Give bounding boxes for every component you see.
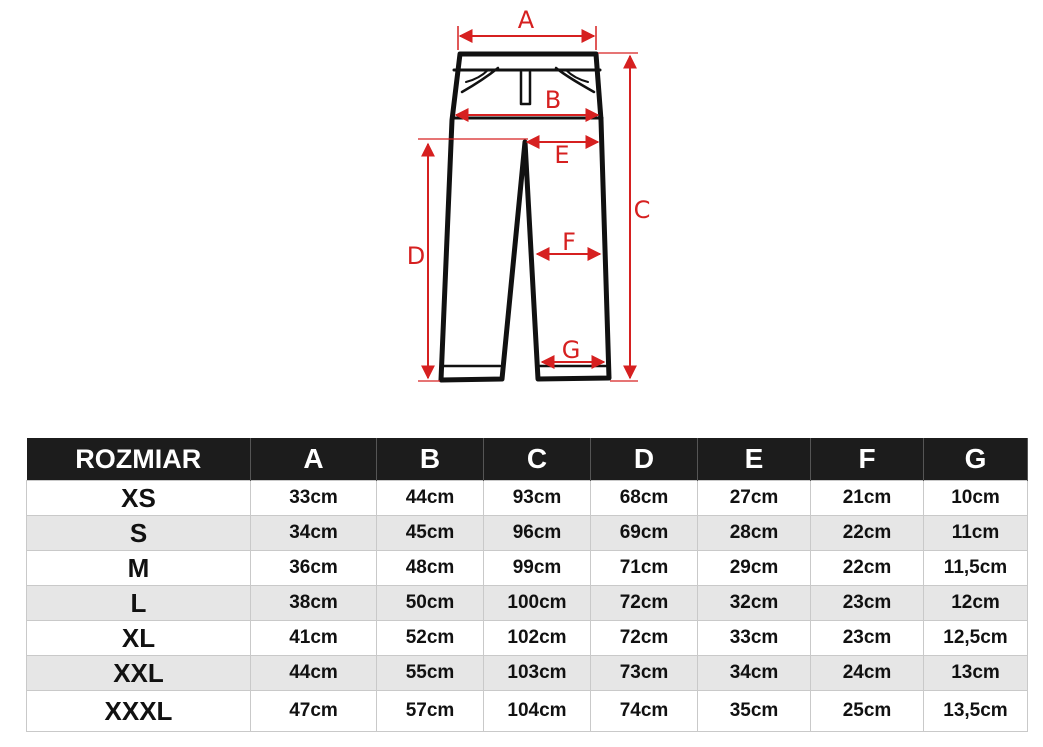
value-cell: 10cm bbox=[924, 481, 1028, 516]
table-row bbox=[27, 656, 1028, 691]
value-cell: 45cm bbox=[377, 516, 484, 551]
value-cell: 33cm bbox=[698, 621, 811, 656]
value-cell: 22cm bbox=[811, 551, 924, 586]
value-cell: 73cm bbox=[591, 656, 698, 691]
size-cell: XS bbox=[27, 481, 251, 516]
value-cell: 52cm bbox=[377, 621, 484, 656]
label-c: C bbox=[633, 196, 651, 224]
value-cell: 50cm bbox=[377, 586, 484, 621]
value-cell: 96cm bbox=[484, 516, 591, 551]
value-cell: 34cm bbox=[251, 516, 377, 551]
table-row bbox=[27, 691, 1028, 732]
value-cell: 25cm bbox=[811, 691, 924, 732]
value-cell: 36cm bbox=[251, 551, 377, 586]
size-cell: S bbox=[27, 516, 251, 551]
table-row bbox=[27, 621, 1028, 656]
value-cell: 21cm bbox=[811, 481, 924, 516]
value-cell: 99cm bbox=[484, 551, 591, 586]
value-cell: 104cm bbox=[484, 691, 591, 732]
label-d: D bbox=[406, 242, 426, 270]
size-cell: XXL bbox=[27, 656, 251, 691]
value-cell: 27cm bbox=[698, 481, 811, 516]
header-d: D bbox=[591, 438, 698, 481]
size-chart-table bbox=[26, 438, 1028, 732]
size-cell: M bbox=[27, 551, 251, 586]
value-cell: 103cm bbox=[484, 656, 591, 691]
value-cell: 69cm bbox=[591, 516, 698, 551]
label-a: A bbox=[517, 6, 535, 34]
header-a: A bbox=[251, 438, 377, 481]
size-cell: XXXL bbox=[27, 691, 251, 732]
value-cell: 28cm bbox=[698, 516, 811, 551]
value-cell: 24cm bbox=[811, 656, 924, 691]
value-cell: 48cm bbox=[377, 551, 484, 586]
value-cell: 93cm bbox=[484, 481, 591, 516]
value-cell: 47cm bbox=[251, 691, 377, 732]
value-cell: 44cm bbox=[251, 656, 377, 691]
value-cell: 13,5cm bbox=[924, 691, 1028, 732]
value-cell: 32cm bbox=[698, 586, 811, 621]
value-cell: 102cm bbox=[484, 621, 591, 656]
value-cell: 38cm bbox=[251, 586, 377, 621]
value-cell: 11,5cm bbox=[924, 551, 1028, 586]
value-cell: 29cm bbox=[698, 551, 811, 586]
header-size: ROZMIAR bbox=[27, 438, 251, 481]
value-cell: 23cm bbox=[811, 621, 924, 656]
value-cell: 72cm bbox=[591, 586, 698, 621]
value-cell: 23cm bbox=[811, 586, 924, 621]
label-e: E bbox=[554, 141, 570, 169]
value-cell: 72cm bbox=[591, 621, 698, 656]
header-e: E bbox=[698, 438, 811, 481]
table-row bbox=[27, 481, 1028, 516]
table-row bbox=[27, 586, 1028, 621]
table-row bbox=[27, 551, 1028, 586]
value-cell: 22cm bbox=[811, 516, 924, 551]
value-cell: 55cm bbox=[377, 656, 484, 691]
value-cell: 33cm bbox=[251, 481, 377, 516]
size-cell: L bbox=[27, 586, 251, 621]
value-cell: 57cm bbox=[377, 691, 484, 732]
table-header-row bbox=[27, 438, 1028, 481]
pants-outline bbox=[441, 54, 609, 380]
value-cell: 68cm bbox=[591, 481, 698, 516]
table-row bbox=[27, 516, 1028, 551]
value-cell: 71cm bbox=[591, 551, 698, 586]
value-cell: 74cm bbox=[591, 691, 698, 732]
value-cell: 12cm bbox=[924, 586, 1028, 621]
label-f: F bbox=[562, 228, 576, 256]
value-cell: 100cm bbox=[484, 586, 591, 621]
value-cell: 13cm bbox=[924, 656, 1028, 691]
header-f: F bbox=[811, 438, 924, 481]
value-cell: 11cm bbox=[924, 516, 1028, 551]
label-g: G bbox=[561, 336, 581, 364]
header-b: B bbox=[377, 438, 484, 481]
header-c: C bbox=[484, 438, 591, 481]
value-cell: 12,5cm bbox=[924, 621, 1028, 656]
value-cell: 41cm bbox=[251, 621, 377, 656]
value-cell: 35cm bbox=[698, 691, 811, 732]
header-g: G bbox=[924, 438, 1028, 481]
size-cell: XL bbox=[27, 621, 251, 656]
value-cell: 34cm bbox=[698, 656, 811, 691]
value-cell: 44cm bbox=[377, 481, 484, 516]
label-b: B bbox=[544, 86, 562, 114]
